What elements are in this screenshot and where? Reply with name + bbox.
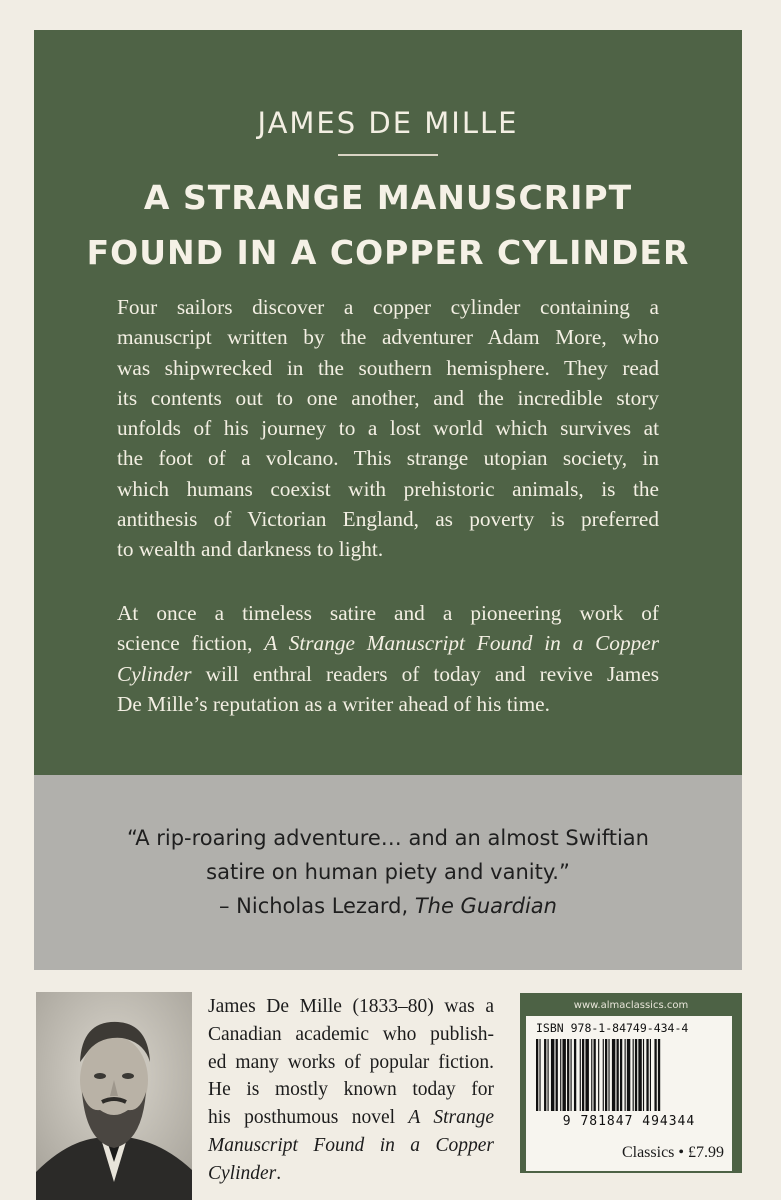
blurb-line: its contents out to one another, and the incredible story <box>117 385 659 410</box>
barcode-bar <box>646 1039 648 1111</box>
blurb-line <box>117 628 659 658</box>
price-label: Classics • £7.99 <box>621 1144 724 1161</box>
blurb-line: was shipwrecked in the southern hemisphere. They read <box>117 355 659 380</box>
quote-line-2: satire on human piety and vanity.” <box>206 860 570 884</box>
title-divider <box>338 154 438 156</box>
isbn-text: ISBN 978-1-84749-434-4 <box>536 1021 689 1035</box>
quote-line-1: “A rip-roaring adventure… and an almost Swiftian <box>127 826 649 850</box>
barcode-bar <box>638 1039 641 1111</box>
blurb-text: science fiction, <box>117 631 265 656</box>
bio-line <box>208 1132 494 1160</box>
title-line-2: FOUND IN A COPPER CYLINDER <box>86 233 690 272</box>
blurb-line <box>117 659 659 689</box>
barcode-bar <box>567 1039 569 1111</box>
barcode-bar <box>548 1039 549 1111</box>
book-title-italic: A Strange Manuscript Found in a Copper <box>264 631 659 656</box>
book-title-italic: Cylinder <box>208 1162 277 1184</box>
barcode-bar <box>556 1039 558 1111</box>
publisher-website: www.almaclassics.com <box>573 1000 689 1011</box>
bio-line: He is mostly known today for <box>208 1079 494 1101</box>
barcode-number: 9 781847 494344 <box>562 1114 696 1129</box>
barcode-bar <box>594 1039 596 1111</box>
barcode-bar <box>635 1039 637 1111</box>
barcode-bar <box>574 1039 576 1111</box>
blurb-line: Four sailors discover a copper cylinder containing a <box>117 295 659 319</box>
barcode-bar <box>627 1039 630 1111</box>
review-panel <box>34 775 742 970</box>
blurb-line: the foot of a volcano. This strange utopian society, in <box>117 446 659 471</box>
cover-panel <box>34 30 742 775</box>
blurb-line: antithesis of Victorian England, as poverty is preferred <box>117 507 659 532</box>
blurb-line: At once a timeless satire and a pioneering work of <box>117 601 659 625</box>
barcode-bar <box>625 1039 626 1111</box>
blurb-line: to wealth and darkness to light. <box>117 537 384 562</box>
bio-text: his posthumous novel <box>208 1107 409 1129</box>
barcode-bar <box>571 1039 572 1111</box>
review-source: The Guardian <box>414 894 557 918</box>
author-portrait <box>36 992 192 1200</box>
blurb-paragraph-1 <box>117 292 659 565</box>
barcode-bar <box>582 1039 584 1111</box>
barcode-bar <box>598 1039 599 1111</box>
book-title-italic: Manuscript Found in a Copper <box>208 1134 494 1156</box>
barcode-bar <box>551 1039 554 1111</box>
barcode-bar <box>603 1039 604 1111</box>
barcode-bar <box>544 1039 546 1111</box>
title-line-1: A STRANGE MANUSCRIPT <box>143 178 633 217</box>
reviewer-name: – Nicholas Lezard, <box>218 894 415 918</box>
barcode-bar <box>643 1039 644 1111</box>
quote-attribution <box>34 889 742 923</box>
bio-line: Canadian academic who publish- <box>208 1023 494 1045</box>
review-quote <box>34 821 742 923</box>
barcode-bar <box>539 1039 540 1111</box>
barcode-bar <box>562 1039 565 1111</box>
barcode-bar <box>536 1039 538 1111</box>
barcode-bar <box>617 1039 619 1111</box>
bio-line: James De Mille (1833–80) was a <box>208 996 494 1017</box>
barcode-bar <box>658 1039 660 1111</box>
bio-line <box>208 1160 494 1188</box>
barcode-bar <box>620 1039 622 1111</box>
blurb-line: which humans coexist with prehistoric animals, is the <box>117 476 659 501</box>
barcode-bar <box>654 1039 656 1111</box>
book-title-italic: A Strange <box>408 1107 494 1129</box>
barcode-bar <box>650 1039 651 1111</box>
blurb-line: De Mille’s reputation as a writer ahead of his time. <box>117 691 550 716</box>
barcode-label <box>526 1016 732 1171</box>
barcode-bars <box>534 1039 724 1115</box>
blurb-line: unfolds of his journey to a lost world which survives at <box>117 416 659 441</box>
book-title-italic: Cylinder <box>117 661 192 686</box>
barcode-bar <box>585 1039 588 1111</box>
barcode-panel <box>520 993 742 1173</box>
barcode-bar <box>633 1039 634 1111</box>
barcode-bar <box>605 1039 607 1111</box>
barcode-bar <box>591 1039 592 1111</box>
bio-text: . <box>276 1162 282 1184</box>
barcode-bar <box>560 1039 561 1111</box>
blurb-text: will enthral readers of today and revive James <box>191 661 659 686</box>
bio-line <box>208 1104 494 1132</box>
barcode-bar <box>580 1039 581 1111</box>
barcode-bar <box>608 1039 609 1111</box>
blurb-paragraph-2 <box>117 598 659 719</box>
author-bio <box>208 993 494 1188</box>
author-name: JAMES DE MILLE <box>257 106 519 140</box>
bio-line: ed many works of popular fiction. <box>208 1051 494 1073</box>
book-title <box>34 170 742 280</box>
blurb-line: manuscript written by the adventurer Adam More, who <box>117 325 659 350</box>
barcode-bar <box>612 1039 615 1111</box>
author-portrait-image <box>36 992 192 1200</box>
